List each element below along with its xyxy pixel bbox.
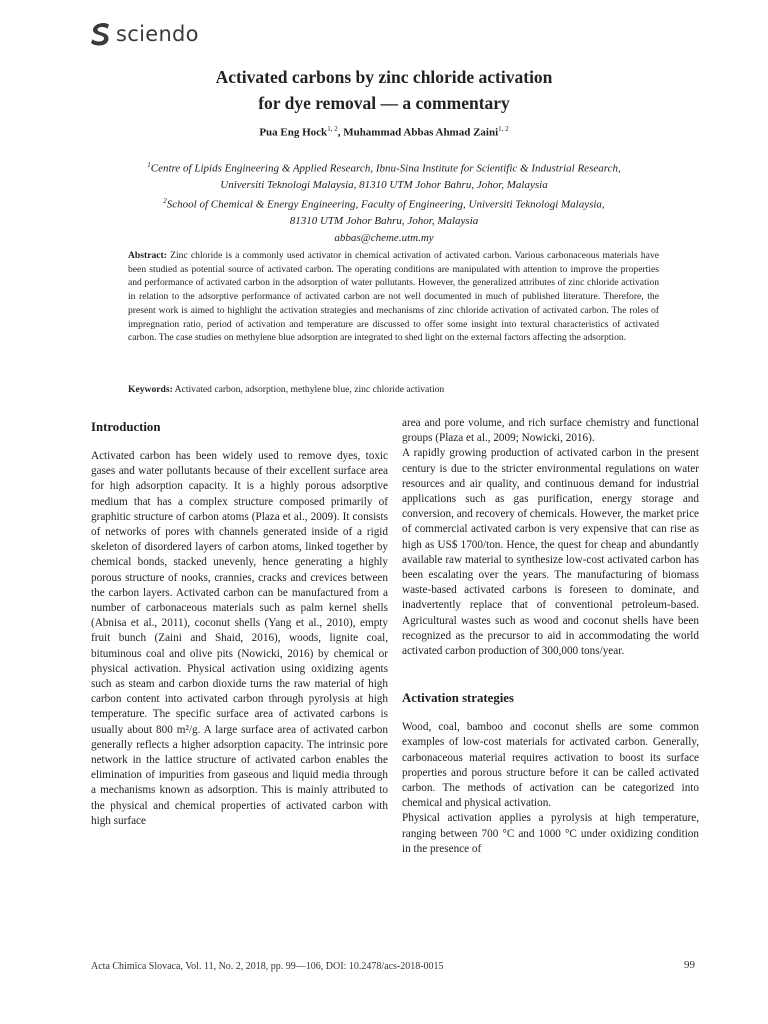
affiliation-1-line-2: Universiti Teknologi Malaysia, 81310 UTM Johor Bahru, Johor, Malaysia [220,178,548,191]
abstract-text: Zinc chloride is a commonly used activator in chemical activation of activated carbon. Various carbonaceous materials have been studied as potential source of activated carbon. The operating conditions are manipulated with attention to improve the properties and performance of activated carbon in the adsorption of water pollutants. However, the generalized attributes of zinc chloride activation in relation to the adsorptive performance of activated carbon are not well documented in much of published literature. Therefore, the present work is aimed to highlight the activation strategies and mechanisms of zinc chloride activation of activated carbon. The roles of impregnation ratio, period of activation and temperature are discussed to offer some insight into textural characteristics of activated carbon. The case studies on methylene blue adsorption are integrated to shed light on the external factors affecting the adsorption. [128,250,659,344]
section-heading-activation-strategies: Activation strategies [402,691,514,706]
abstract-label: Abstract: [128,250,167,261]
paragraph: Wood, coal, bamboo and coconut shells are some common examples of low-cost materials for activated carbon. Generally, carbonaceous material requires activation to boost its surface properties and porous structure before it can be called activated carbon. The methods of activation can be categorized into chemical and physical activation. [402,721,699,810]
article-title [60,64,708,116]
publisher-logo [90,20,199,48]
keywords-text: Activated carbon, adsorption, methylene blue, zinc chloride activation [172,384,445,395]
affiliation-1-line-1: $^1$Centre of Lipids Engineering & Applied Research, Ibnu-Sina Institute for Scientific & Industrial Research, [147,161,621,175]
author-affiliation-marker: 1, 2 [327,125,338,133]
page-number: 99 [684,959,695,971]
paragraph: Physical activation applies a pyrolysis at high temperature, ranging between 700 °C and 1000 °C under oxidizing condition in the presence of [402,812,699,855]
affiliation-2-line-2: 81310 UTM Johor Bahru, Johor, Malaysia [289,215,479,228]
keywords [128,383,659,397]
journal-citation-footer: Acta Chimica Slovaca, Vol. 11, No. 2, 2018, pp. 99—106, DOI: 10.2478/acs-2018-0015 [91,961,444,972]
affiliations-block [60,157,708,246]
paragraph: area and pore volume, and rich surface chemistry and functional groups (Plaza et al., 2009; Nowicki, 2016). [402,417,699,445]
keywords-label: Keywords: [128,384,173,395]
abstract [128,249,659,345]
author-affiliation-marker: 1, 2 [498,125,509,133]
title-line-2: for dye removal — a commentary [258,93,510,113]
author-separator: , [337,126,344,139]
publisher-name: sciendo [116,22,199,46]
author-name: Muhammad Abbas Ahmad Zaini [343,126,499,139]
section-heading-introduction: Introduction [91,420,161,434]
title-line-1: Activated carbons by zinc chloride activation [215,67,553,87]
author-name: Pua Eng Hock [259,126,328,139]
left-column [91,416,388,829]
affiliation-2-line-1: $^2$School of Chemical & Energy Engineering, Faculty of Engineering, Universiti Teknologi Malaysia, [163,197,605,211]
paragraph: Activated carbon has been widely used to remove dyes, toxic gases and water pollutants because of their excellent surface area for high adsorption capacity. It is a highly porous adsorptive medium that has a complex structure composed primarily of graphitic structure of carbon atoms (Plaza et al., 2009). It consists of networks of pores with channels generated inside of a rigid skeleton of disordered layers of carbon atoms, linked together by chemical bonds, stacked unevenly, hence generating a highly porous structure of nooks, crannies, cracks and crevices between the carbon layers. Activated carbon can be manufactured from a number of carbonaceous materials such as palm kernel shells (Abnisa et al., 2011), coconut shells (Yang et al., 2010), empty fruit bunch (Zaini and Shaid, 2016), woods, lignite coal, bituminous coal and olive pits (Nowicki, 2016) by chemical or physical activation. Physical activation using oxidizing agents such as steam and carbon dioxide turns the raw material of high carbon content into activated carbon through pyrolysis at high temperature. The specific surface area of activated carbons is usually about 800 m²/g. A large surface area of activated carbon generally reflects a higher adsorption capacity. The intrinsic pore network in the lattice structure of activated carbon enables the elimination of impurities from gaseous and liquid media through a mechanisms known as adsorption. This is mainly attributed to the physical and chemical properties of activated carbon with high surface [91,450,388,827]
author-list [60,125,708,139]
corresponding-email: abbas@cheme.utm.my [334,231,434,244]
right-column [402,416,699,857]
sciendo-s-logo-icon [90,21,110,47]
paragraph: A rapidly growing production of activated carbon in the present century is due to the stricter environmental regulations on water resources and air quality, and continuous demand for industrial applications such as gas purification, energy storage and conversion, and recovery of chemicals. However, the market price of commercial activated carbon is very expensive that can rise as high as US$ 1700/ton. Hence, the quest for cheap and abundantly available raw material to synthesize low-cost activated carbon has been escalating over the years. The manufacturing of biomass waste-based activated carbons is foreseen to dominate, and inadvertently replace that of conventional petroleum-based. Agricultural wastes such as wood and coconut shells have been recognized as the precursor to aid in accommodating the world activated carbon production of 300,000 tons/year. [402,447,699,658]
